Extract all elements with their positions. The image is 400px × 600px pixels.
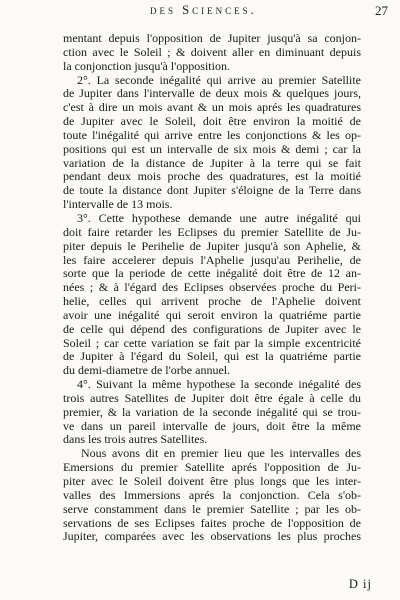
text-line: ction avec le Soleil ; & doivent aller en diminuant depuis — [63, 45, 361, 59]
text-line: de toute la distance dont Jupiter s'éloigne de la Terre dans — [63, 184, 361, 198]
running-head — [70, 3, 388, 21]
text-line: Nous avons dit en premier lieu que les intervalles des — [81, 447, 361, 461]
text-line: trois autres Satellites de Jupiter doit être égale à celle du — [63, 391, 361, 405]
text-line: sorte que la periode de cette inégalité doit être de 12 an- — [63, 267, 361, 281]
text-line: les faire accelerer depuis l'Aphelie jusqu'au Perihelie, de — [63, 253, 361, 267]
text-line: helie, celles qui arrivent proche de l'Aphelie doivent — [63, 295, 361, 309]
text-line: ve dans un pareil intervalle de jours, doit être la même — [63, 419, 361, 433]
text-line: premier, & la variation de la seconde inégalité qui se trou- — [63, 405, 361, 419]
text-line: l'intervalle de 13 mois. — [63, 198, 173, 212]
text-line: de Jupiter dans l'intervalle de deux mois & quelques jours, — [63, 87, 361, 101]
text-line: 3°. Cette hypothese demande une autre inégalité qui — [77, 211, 361, 225]
text-line: de Jupiter à l'égard du Soleil, qui est la quatriéme partie — [63, 350, 361, 364]
text-line: doit faire retarder les Eclipses du premier Satellite de Ju- — [63, 225, 361, 239]
running-title: des Sciences. — [150, 3, 257, 17]
text-line: piter avec le Soleil doivent être plus longs que les inter- — [63, 475, 361, 488]
text-line: dans les trois autres Satellites. — [63, 433, 208, 447]
text-line: piter depuis le Perihelie de Jupiter jusqu'à son Aphelie, & — [63, 239, 361, 253]
text-line: Jupiter, comparées avec les observations les plus proches — [63, 530, 361, 544]
text-line: servations de ses Eclipses faites proche de l'opposition de — [63, 516, 361, 530]
text-line: de Jupiter avec le Soleil, doit être environ la moitié de — [63, 115, 361, 129]
text-line: du demi-diametre de l'orbe annuel. — [63, 364, 231, 378]
text-line: nées ; & à l'égard des Eclipses observées proche du Peri- — [63, 281, 361, 295]
text-line: pendant deux mois proche des quadratures, est la moitié — [63, 170, 361, 184]
text-line: la conjonction jusqu'à l'opposition. — [63, 59, 230, 73]
text-line: mentant depuis l'opposition de Jupiter jusqu'à sa conjon- — [63, 32, 361, 45]
body-text — [63, 32, 361, 544]
text-line: c'est à dire un mois avant & un mois aprés les quadratures — [63, 101, 361, 115]
text-line: toute l'inégalité qui arrive entre les conjonctions & les op- — [63, 128, 361, 142]
text-line: 2°. La seconde inégalité qui arrive au premier Satellite — [77, 73, 361, 87]
text-line: positions qui est un intervalle de six mois & demi ; car la — [63, 142, 361, 156]
text-line: avoir une inégalité qui seroit environ la quatriéme partie — [63, 308, 361, 322]
text-line: serve constamment dans le premier Satellite ; par les ob- — [63, 502, 361, 516]
text-line: 4°. Suivant la même hypothese la seconde inégalité des — [77, 378, 361, 392]
text-line: Soleil ; car cette variation se fait par la simple excentricité — [63, 336, 361, 350]
text-line: Emersions du premier Satellite aprés l'opposition de Ju- — [63, 461, 361, 475]
text-line: de celle qui dépend des configurations de Jupiter avec le — [63, 322, 361, 336]
page-number: 27 — [375, 3, 388, 18]
signature-mark: D ij — [348, 577, 372, 591]
text-line: valles des Immersions aprés la conjonction. Cela s'ob- — [63, 488, 361, 502]
text-line: variation de la distance de Jupiter à la terre qui se fait — [63, 156, 361, 170]
